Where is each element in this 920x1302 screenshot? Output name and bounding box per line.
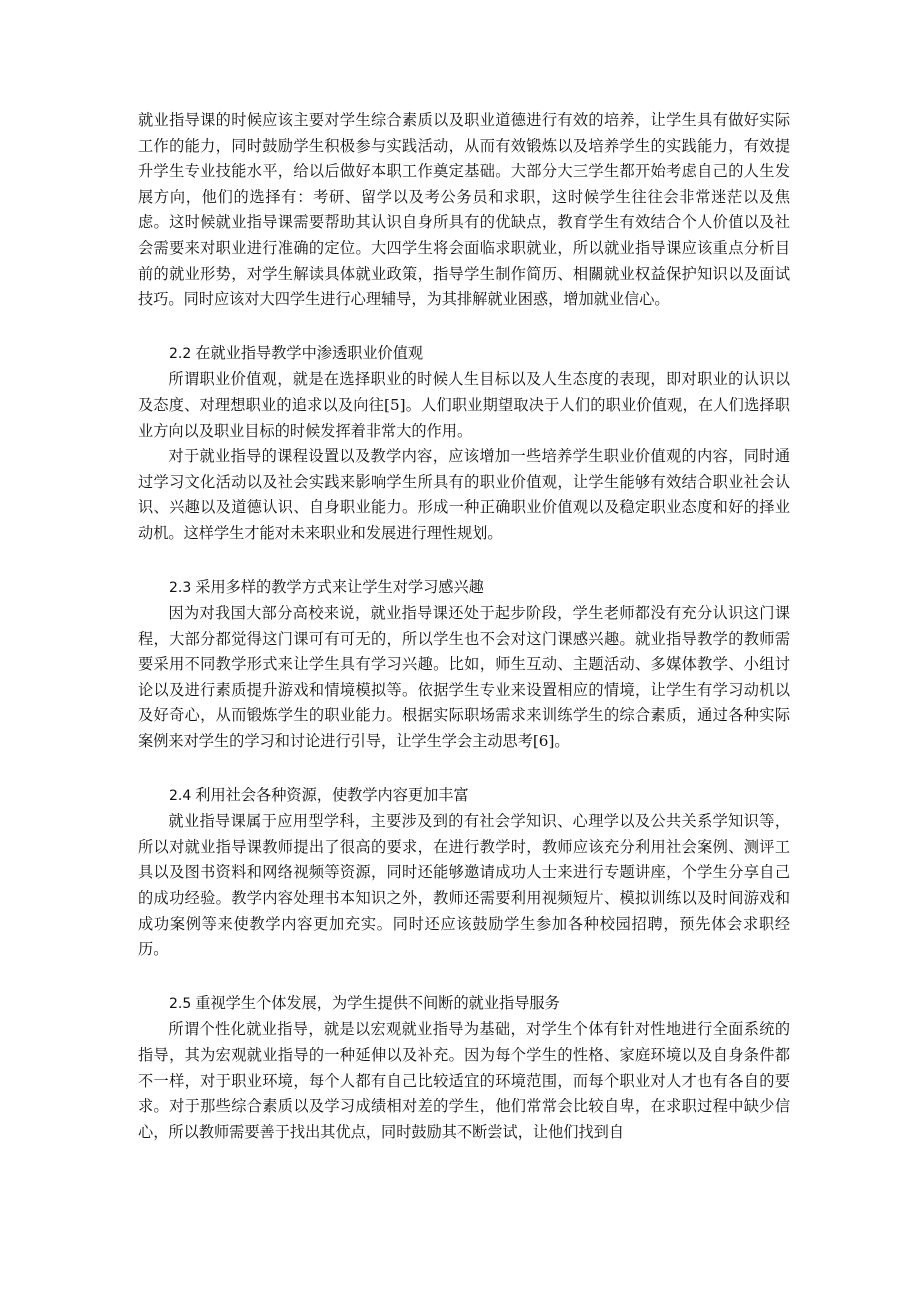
paragraph: 所谓职业价值观，就是在选择职业的时候人生目标以及人生态度的表现，即对职业的认识以及态度、对理想职业的追求以及向往[5]。人们职业期望取决于人们的职业价值观，在人们选择职业方向以及职业目标的时候发挥着非常大的作用。 xyxy=(138,370,790,440)
paragraph: 所谓个性化就业指导，就是以宏观就业指导为基础，对学生个体有针对性地进行全面系统的指导，其为宏观就业指导的一种延伸以及补充。因为每个学生的性格、家庭环境以及自身条件都不一样，对于职业环境，每个人都有自己比较适宜的环境范围，而每个职业对人才也有各自的要求。对于那些综合素质以及学习成绩相对差的学生，他们常常会比较自卑，在求职过程中缺少信心，所以教师需要善于找出其优点，同时鼓励其不断尝试，让他们找到自 xyxy=(138,1020,790,1141)
section-2-3 xyxy=(138,575,790,755)
section-title: 重视学生个体发展，为学生提供不间断的就业指导服务 xyxy=(195,993,560,1012)
section-heading xyxy=(138,575,790,602)
section-number: 2.4 xyxy=(169,787,192,804)
section-heading xyxy=(138,991,790,1018)
section-title: 在就业指导教学中渗透职业价值观 xyxy=(195,343,424,362)
section-heading xyxy=(138,783,790,810)
section-number: 2.2 xyxy=(169,345,192,362)
paragraph: 对于就业指导的课程设置以及教学内容，应该增加一些培养学生职业价值观的内容，同时通过学习文化活动以及社会实践来影响学生所具有的职业价值观，让学生能够有效结合职业社会认识、兴趣以及道德认识、自身职业能力。形成一种正确职业价值观以及稳定职业态度和好的择业动机。这样学生才能对未来职业和发展进行理性规划。 xyxy=(138,447,790,542)
document-page xyxy=(138,108,790,1145)
intro-paragraph: 就业指导课的时候应该主要对学生综合素质以及职业道德进行有效的培养，让学生具有做好实际工作的能力，同时鼓励学生积极参与实践活动，从而有效锻炼以及培养学生的实践能力，有效提升学生专业技能水平，给以后做好本职工作奠定基础。大部分大三学生都开始考虑自己的人生发展方向，他们的选择有：考研、留学以及考公务员和求职，这时候学生往往会非常迷茫以及焦虑。这时候就业指导课需要帮助其认识自身所具有的优缺点，教育学生有效结合个人价值以及社会需要来对职业进行准确的定位。大四学生将会面临求职就业，所以就业指导课应该重点分析目前的就业形势，对学生解读具体就业政策，指导学生制作简历、相關就业权益保护知识以及面试技巧。同时应该对大四学生进行心理辅导，为其排解就业困惑，增加就业信心。 xyxy=(138,111,790,309)
section-title: 利用社会各种资源，使教学内容更加丰富 xyxy=(195,785,469,804)
section-heading xyxy=(138,341,790,368)
section-2-4 xyxy=(138,783,790,963)
section-title: 采用多样的教学方式来让学生对学习感兴趣 xyxy=(195,577,484,596)
section-2-5 xyxy=(138,991,790,1146)
section-2-2 xyxy=(138,341,790,547)
section-number: 2.3 xyxy=(169,579,192,596)
section-number: 2.5 xyxy=(169,995,192,1012)
paragraph: 因为对我国大部分高校来说，就业指导课还处于起步阶段，学生老师都没有充分认识这门课程，大部分都觉得这门课可有可无的，所以学生也不会对这门课感兴趣。就业指导教学的教师需要采用不同教学形式来让学生具有学习兴趣。比如，师生互动、主题活动、多媒体教学、小组讨论以及进行素质提升游戏和情境模拟等。依据学生专业来设置相应的情境，让学生有学习动机以及好奇心，从而锻炼学生的职业能力。根据实际职场需求来训练学生的综合素质，通过各种实际案例来对学生的学习和讨论进行引导，让学生学会主动思考[6]。 xyxy=(138,604,790,751)
paragraph: 就业指导课属于应用型学科，主要涉及到的有社会学知识、心理学以及公共关系学知识等，所以对就业指导课教师提出了很高的要求，在进行教学时，教师应该充分利用社会案例、测评工具以及图书资料和网络视频等资源，同时还能够邀请成功人士来进行专题讲座，个学生分享自己的成功经验。教学内容处理书本知识之外，教师还需要利用视频短片、模拟训练以及时间游戏和成功案例等来使教学内容更加充实。同时还应该鼓励学生参加各种校园招聘，预先体会求职经历。 xyxy=(138,812,790,959)
